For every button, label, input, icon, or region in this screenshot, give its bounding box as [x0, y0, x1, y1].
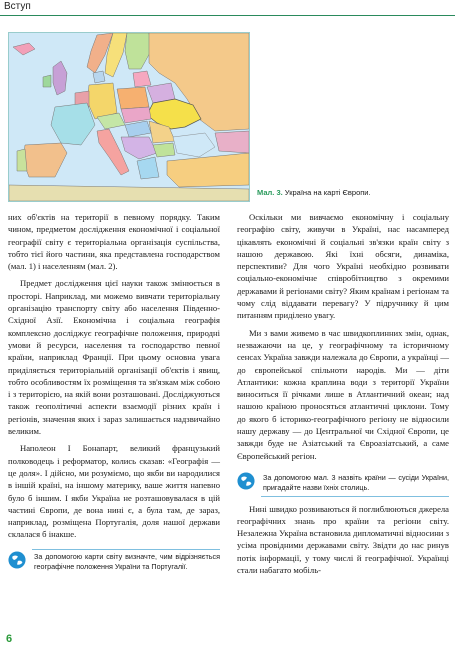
right-paragraph-3: Нині швидко розвиваються й поглиблюються джерела географічних знань про країни та регіони світу. Незалежна Україна встановила дипломатичні відносини з усіма провідними державами світу. Звідти до нас ринув потік інформації, у тому числі й географічної. Українці стали набагато мобіль- — [237, 503, 449, 576]
europe-map — [8, 32, 250, 202]
question-box-left — [8, 549, 220, 576]
question-text-right: За допомогою мал. 3 назвіть країни — сусіди України, пригадайте назви їхніх столиць. — [263, 472, 449, 492]
page-header — [0, 0, 455, 16]
right-paragraph-1: Оскільки ми вивчаємо економічну і соціальну географію світу, живучи в Україні, нас насамперед цікавлять економічні й соціальні зв'язки країн світу з нашою державою. Які їхні обсяги, динаміка, перспективи? Для чого Україні необхідно розвивати соціально-економічне співробітництво з окремими державами й регіонами світу? Яким країнам і регіонам та чому слід віддавати перевагу? У підручнику й цим питанням приділено увагу. — [237, 212, 449, 321]
question-box-bottom-rule — [261, 496, 449, 497]
figure-caption — [257, 188, 371, 197]
europe-map-graphic — [9, 33, 249, 201]
figure-caption-number: Мал. 3. — [257, 188, 283, 197]
question-box-top-rule — [32, 549, 220, 550]
section-label: Вступ — [4, 1, 31, 12]
globe-icon — [8, 551, 26, 569]
figure-caption-text: Україна на карті Європи. — [282, 188, 371, 197]
page-number: 6 — [6, 633, 13, 645]
header-rule — [0, 15, 455, 16]
left-paragraph-2: Предмет дослідження цієї науки також змінюється в просторі. Наприклад, ми можемо вивчати територіальну організацію транспорту світу або населення Південно-Східної Азії. Економічна і соціальна географія комплексно досліджує географічне положення, природні умови й ресурси, населення та господарство певної країни, наприклад Франції. При цьому основна увага приділяється територіальній організації об'єктів і явищ, тобто особливостям їх розміщення та зв'язкам між собою і з територією, на якій вони розташовані. Досліджуються також геополітичні аспекти взаємодії різних країн і регіонів, значення яких і зараз залишається надзвичайно великим. — [8, 278, 220, 437]
globe-icon — [237, 472, 255, 490]
right-column — [237, 211, 449, 576]
question-text-left: За допомогою карти світу визначте, чим відрізняється географічне положення України та Португалії. — [34, 551, 220, 571]
question-box-right — [237, 470, 449, 497]
left-column — [8, 211, 220, 575]
left-paragraph-3: Наполеон І Бонапарт, великий французький полководець і реформатор, колись сказав: «Географія — це доля». І дійсно, ми розуміємо, що якби ви народилися в іншій країні, на іншому материку, ваше життя напевно було б іншим. І якби Україна не розташовувалася в цій частині Європи, де вона нині є, а була там, де зараз, наприклад, розміщена Португалія, доля нашої держави склалася б інакше. — [8, 443, 220, 540]
left-paragraph-1: них об'єктів на території в певному порядку. Таким чином, предметом дослідження економічної і соціальної географії світу є територіальна організація суспільства, тобто тієї його частини, яка представлена господарством (мал. 1) і населенням (мал. 2). — [8, 212, 220, 272]
right-paragraph-2: Ми з вами живемо в час швидкоплинних змін, однак, незважаючи на це, у географічному та історичному сенсах Україна завжди належала до Європи, а українці — до європейської спільноти народів. Ми — діти Атлантики: кожна краплина води з території України виноситься її річками лише в Атлантичний океан; над нашою країною проносяться атлантичні циклони. Тому до якого б історико-географічного регіону не відносили нашу державу — до Центральної чи Східної Європи, це завжди буде не Азіатський та Євроазіатський, а саме Європейський регіон. — [237, 327, 449, 461]
